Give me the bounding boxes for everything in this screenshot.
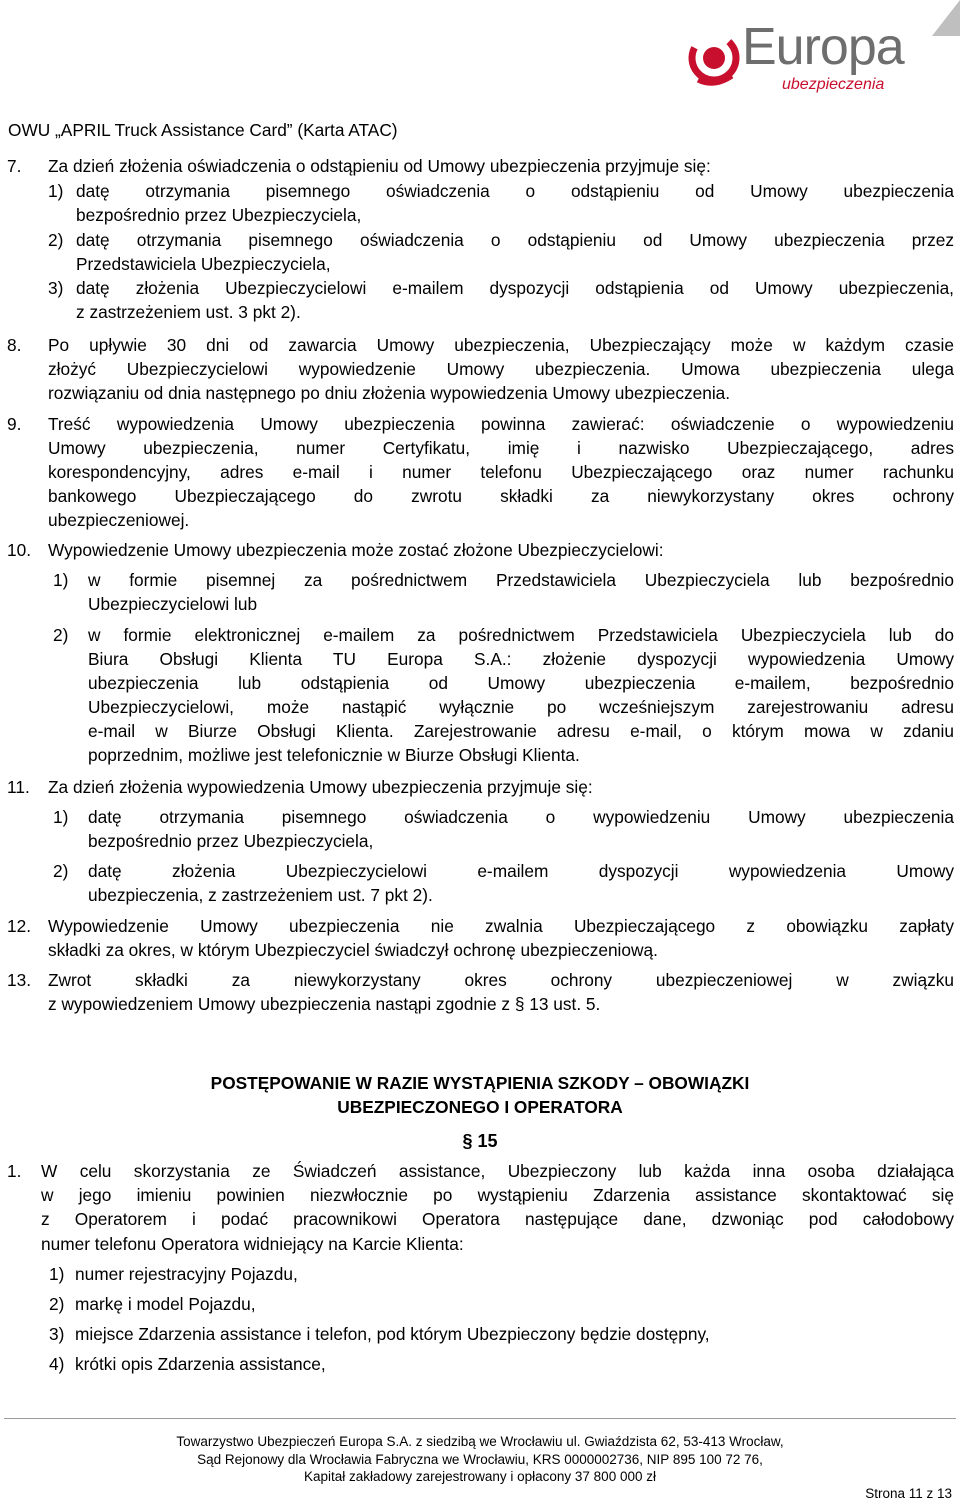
item-9-line: ubezpieczeniowej.	[48, 510, 190, 530]
europa-logo	[684, 14, 924, 98]
item-7-line: Za dzień złożenia oświadczenia o odstąpieniu od Umowy ubezpieczenia przyjmuje się:	[48, 156, 711, 176]
item-9-line: Umowy ubezpieczenia, numer Certyfikatu, imię i nazwisko Ubezpieczającego, adres	[48, 438, 954, 458]
footer-company-line: Towarzystwo Ubezpieczeń Europa S.A. z siedzibą we Wrocławiu ul. Gwiaździsta 62, 53-413 Wrocław,	[176, 1434, 784, 1449]
section-title: POSTĘPOWANIE W RAZIE WYSTĄPIENIA SZKODY – OBOWIĄZKI	[210, 1073, 750, 1093]
item-7-sub-3-number: 3)	[48, 278, 64, 298]
item-9-line: bankowego Ubezpieczającego do zwrotu składki za niewykorzystany okres ochrony	[48, 486, 954, 506]
list-item: miejsce Zdarzenia assistance i telefon, pod którym Ubezpieczony będzie dostępny,	[75, 1324, 710, 1344]
item-11-sub-1-line: bezpośrednio przez Ubezpieczyciela,	[88, 831, 374, 851]
page-corner-decoration	[932, 0, 960, 36]
item-8-line: Po upływie 30 dni od zawarcia Umowy ubezpieczenia, Ubezpieczający może w każdym czasie	[48, 335, 954, 355]
item-7-number: 7.	[7, 156, 22, 176]
logo-sub-text: ubezpieczenia	[782, 76, 885, 93]
item-11-number: 11.	[7, 777, 30, 797]
item-7-sub-1-line: datę otrzymania pisemnego oświadczenia o odstąpieniu od Umowy ubezpieczenia	[76, 181, 954, 201]
footer-capital-line: Kapitał zakładowy zarejestrowany i opłacony 37 800 000 zł	[304, 1469, 656, 1484]
list-item: krótki opis Zdarzenia assistance,	[75, 1354, 326, 1374]
item-7-sub-3-line: z zastrzeżeniem ust. 3 pkt 2).	[76, 302, 301, 322]
list-item-number: 4)	[49, 1354, 65, 1374]
footer-divider	[4, 1418, 956, 1419]
item-12-line: Wypowiedzenie Umowy ubezpieczenia nie zwalnia Ubezpieczającego z obowiązku zapłaty	[48, 916, 954, 936]
footer-court-line: Sąd Rejonowy dla Wrocławia Fabryczna we Wrocławiu, KRS 0000002736, NIP 895 100 72 76,	[197, 1452, 763, 1467]
item-9-line: Treść wypowiedzenia Umowy ubezpieczenia powinna zawierać: oświadczenie o wypowiedzeniu	[48, 414, 954, 434]
item-7-sub-2-line: datę otrzymania pisemnego oświadczenia o odstąpieniu od Umowy ubezpieczenia przez	[76, 230, 954, 250]
item-13-number: 13.	[7, 970, 32, 990]
item-10-sub-2-line: Ubezpieczycielowi, może nastąpić wyłącznie po wcześniejszym zarejestrowaniu adresu	[88, 697, 954, 717]
logo-swirl-icon	[684, 28, 744, 88]
item-8-line: rozwiązaniu od dnia następnego po dniu złożenia wypowiedzenia Umowy ubezpieczenia.	[48, 383, 731, 403]
item-11-sub-1-number: 1)	[53, 807, 69, 827]
section-title: UBEZPIECZONEGO I OPERATORA	[337, 1097, 623, 1117]
item-10-sub-2-number: 2)	[53, 625, 69, 645]
document-title: OWU „APRIL Truck Assistance Card” (Karta ATAC)	[8, 120, 398, 140]
item-7-sub-3-line: datę złożenia Ubezpieczycielowi e-mailem dyspozycji odstąpienia od Umowy ubezpieczenia,	[76, 278, 954, 298]
item-12-number: 12.	[7, 916, 32, 936]
clause-1-line: W celu skorzystania ze Świadczeń assistance, Ubezpieczony lub każda inna osoba działająca	[41, 1161, 954, 1181]
clause-1-line: z Operatorem i podać pracownikowi Operatora następujące dane, dzwoniąc pod całodobowy	[41, 1209, 954, 1229]
paragraph-number: § 15	[462, 1131, 498, 1151]
item-11-sub-2-number: 2)	[53, 861, 69, 881]
item-10-sub-1-number: 1)	[53, 570, 69, 590]
item-7-sub-1-number: 1)	[48, 181, 64, 201]
item-8-line: złożyć Ubezpieczycielowi wypowiedzenie Umowy ubezpieczenia. Umowa ubezpieczenia ulega	[48, 359, 954, 379]
list-item-number: 3)	[49, 1324, 65, 1344]
clause-1-number: 1.	[7, 1161, 22, 1181]
clause-1-line: numer telefonu Operatora widniejący na Karcie Klienta:	[41, 1234, 464, 1254]
list-item: numer rejestracyjny Pojazdu,	[75, 1264, 298, 1284]
item-11-sub-2-line: datę złożenia Ubezpieczycielowi e-mailem dyspozycji wypowiedzenia Umowy	[88, 861, 954, 881]
item-13-line: Zwrot składki za niewykorzystany okres ochrony ubezpieczeniowej w związku	[48, 970, 954, 990]
item-13-line: z wypowiedzeniem Umowy ubezpieczenia nastąpi zgodnie z § 13 ust. 5.	[48, 994, 601, 1014]
item-9-number: 9.	[7, 414, 22, 434]
item-9-line: korespondencyjny, adres e-mail i numer telefonu Ubezpieczającego oraz numer rachunku	[48, 462, 954, 482]
item-10-line: Wypowiedzenie Umowy ubezpieczenia może zostać złożone Ubezpieczycielowi:	[48, 540, 664, 560]
item-10-sub-2-line: poprzednim, możliwe jest telefonicznie w Biurze Obsługi Klienta.	[88, 745, 580, 765]
item-7-sub-2-line: Przedstawiciela Ubezpieczyciela,	[76, 254, 331, 274]
item-11-line: Za dzień złożenia wypowiedzenia Umowy ubezpieczenia przyjmuje się:	[48, 777, 593, 797]
item-8-number: 8.	[7, 335, 22, 355]
item-7-sub-2-number: 2)	[48, 230, 64, 250]
item-7-sub-1-line: bezpośrednio przez Ubezpieczyciela,	[76, 205, 362, 225]
item-10-number: 10.	[7, 540, 32, 560]
page-number: Strona 11 z 13	[865, 1486, 952, 1501]
item-10-sub-2-line: Biura Obsługi Klienta TU Europa S.A.: złożenie dyspozycji wypowiedzenia Umowy	[88, 649, 954, 669]
logo-brand-text: Europa	[742, 18, 904, 76]
item-11-sub-1-line: datę otrzymania pisemnego oświadczenia o wypowiedzeniu Umowy ubezpieczenia	[88, 807, 954, 827]
item-10-sub-2-line: w formie elektronicznej e-mailem za pośrednictwem Przedstawiciela Ubezpieczyciela lub do	[88, 625, 954, 645]
item-12-line: składki za okres, w którym Ubezpieczyciel świadczył ochronę ubezpieczeniową.	[48, 940, 658, 960]
item-10-sub-1-line: Ubezpieczycielowi lub	[88, 594, 258, 614]
item-10-sub-2-line: ubezpieczenia lub odstąpienia od Umowy ubezpieczenia e-mailem, bezpośrednio	[88, 673, 954, 693]
item-11-sub-2-line: ubezpieczenia, z zastrzeżeniem ust. 7 pkt 2).	[88, 885, 433, 905]
list-item-number: 2)	[49, 1294, 65, 1314]
list-item-number: 1)	[49, 1264, 65, 1284]
clause-1-line: w jego imieniu powinien niezwłocznie po wystąpieniu Zdarzenia assistance skontaktować się	[41, 1185, 954, 1205]
item-10-sub-2-line: e-mail w Biurze Obsługi Klienta. Zarejestrowanie adresu e-mail, o którym mowa w zdaniu	[88, 721, 954, 741]
item-10-sub-1-line: w formie pisemnej za pośrednictwem Przedstawiciela Ubezpieczyciela lub bezpośrednio	[88, 570, 954, 590]
list-item: markę i model Pojazdu,	[75, 1294, 256, 1314]
